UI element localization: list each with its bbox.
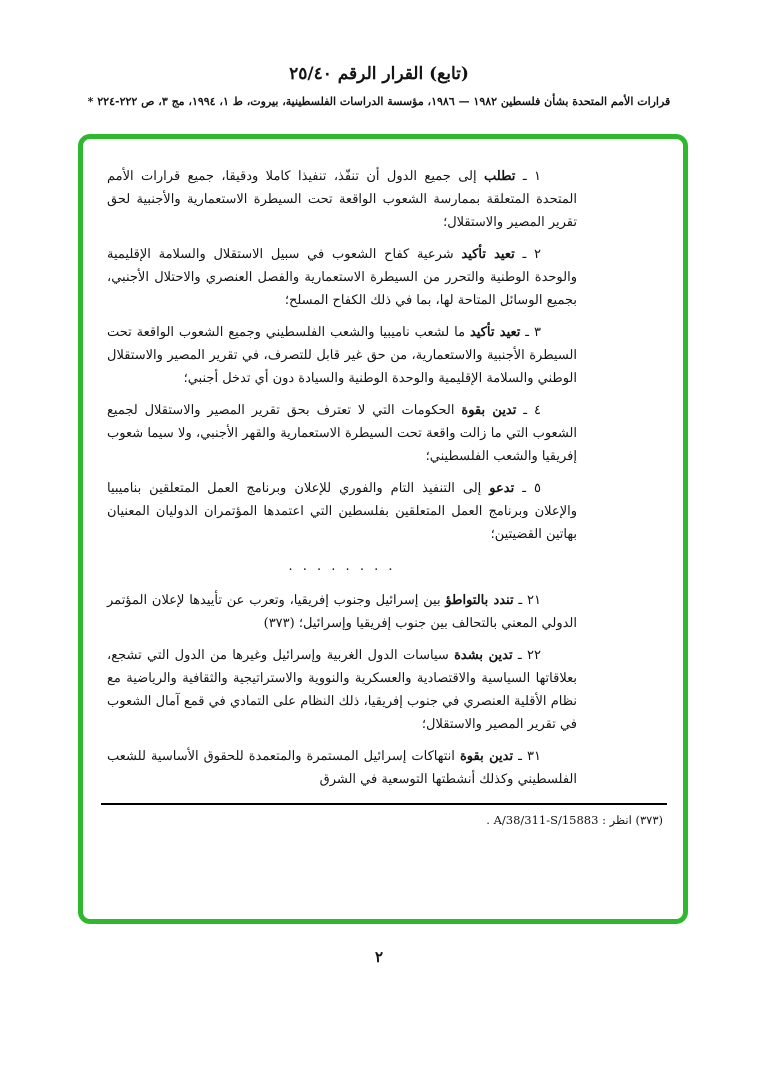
footnote: [99, 805, 669, 830]
paragraph-number: ٤ ـ: [523, 403, 541, 418]
resolution-paragraph: [107, 243, 577, 312]
page-number: ٢: [374, 948, 384, 966]
paragraph-number: ٢٢ ـ: [517, 648, 541, 663]
highlight-box: [78, 134, 688, 924]
paragraph-text: إلى التنفيذ التام والفوري للإعلان وبرنامج العمل المتعلقين بناميبيا والإعلان وبرنامج العمل المتعلقين بفلسطين التي اعتمدها المؤتمران الدوليان المعنيان بهاتين القضيتين؛: [107, 481, 577, 542]
paragraph-lead: تدعو: [489, 481, 515, 496]
resolution-paragraph: [107, 399, 577, 468]
resolution-paragraph: [107, 477, 577, 546]
footnote-reference: A/38/311-S/15883: [493, 813, 599, 827]
footnote-period: .: [486, 813, 490, 827]
paragraph-lead: تدين بشدة: [454, 648, 513, 663]
resolution-body: [83, 139, 683, 842]
paragraph-number: ٢ ـ: [522, 247, 542, 262]
paragraph-lead: تندد بالتواطؤ: [445, 593, 514, 608]
ellipsis-separator: . . . . . . . .: [288, 559, 396, 574]
document-header: [0, 0, 758, 108]
paragraph-lead: تدين بقوة: [459, 749, 514, 764]
paragraph-text: شرعية كفاح الشعوب في سبيل الاستقلال والسلامة الإقليمية والوحدة الوطنية والتحرر من السيطرة الاستعمارية والفصل العنصري والاحتلال الأجنبي، بجميع الوسائل المتاحة لها، بما في ذلك الكفاح المسلح؛: [107, 247, 577, 308]
footnote-area: [99, 803, 669, 830]
paragraph-number: ٣ ـ: [525, 325, 541, 340]
paragraph-text: انتهاكات إسرائيل المستمرة والمتعمدة للحقوق الأساسية للشعب الفلسطيني وكذلك أنشطتها التوسعية في الشرق: [107, 749, 577, 787]
resolution-title: (تابع) القرار الرقم ٢٥/٤٠: [289, 64, 469, 84]
resolution-paragraph: [107, 165, 577, 234]
paragraph-lead: تعيد تأكيد: [461, 247, 515, 262]
source-citation: قرارات الأمم المتحدة بشأن فلسطين ١٩٨٢ — ١٩٨٦، مؤسسة الدراسات الفلسطينية، بيروت، ط ١، ١٩٩٤، مج ٣، ص ٢٢٢-٢٢٤ *: [87, 95, 671, 108]
resolution-paragraphs-part2: [99, 589, 669, 791]
paragraph-text: الحكومات التي لا تعترف بحق تقرير المصير والاستقلال لجميع الشعوب التي ما زالت واقعة تحت السيطرة الاستعمارية والقهر الأجنبي، ولا سيما شعوب إفريقيا والشعب الفلسطيني؛: [107, 403, 577, 464]
paragraph-number: ٢١ ـ: [518, 593, 541, 608]
footnote-marker: (٣٧٣): [635, 813, 663, 827]
paragraph-number: ٣١ ـ: [518, 749, 541, 764]
paragraph-text: ما لشعب ناميبيا والشعب الفلسطيني وجميع الشعوب الواقعة تحت السيطرة الأجنبية والاستعمارية، من حق غير قابل للتصرف، في تقرير المصير والاستقلال الوطني والسلامة الإقليمية والوحدة الوطنية والسيادة دون أي تدخل أجنبي؛: [107, 325, 577, 386]
resolution-paragraph: [107, 321, 577, 390]
paragraph-text: إلى جميع الدول أن تنفّذ، تنفيذا كاملا ودقيقا، جميع قرارات الأمم المتحدة المتعلقة بممارسة الشعوب الواقعة تحت السيطرة الاستعمارية والأجنبية لحق تقرير المصير والاستقلال؛: [107, 169, 577, 230]
resolution-paragraph: [107, 589, 577, 635]
paragraph-lead: تدين بقوة: [461, 403, 517, 418]
resolution-paragraph: [107, 745, 577, 791]
paragraph-lead: تطلب: [484, 169, 516, 184]
paragraph-number: ١ ـ: [522, 169, 542, 184]
paragraph-text: سياسات الدول الغربية وإسرائيل وغيرها من الدول التي تشجع، بعلاقاتها السياسية والاقتصادية والعسكرية والنووية والاستراتيجية والثقافية والرياضية مع نظام الأقلية العنصري في جنوب إفريقيا، ذلك النظام على التمادي في قمع آمال الشعوب في تقرير المصير والاستقلال؛: [107, 648, 577, 732]
paragraph-lead: تعيد تأكيد: [469, 325, 521, 340]
resolution-paragraphs-part1: [99, 165, 669, 546]
footnote-label: انظر :: [602, 813, 632, 827]
resolution-paragraph: [107, 644, 577, 736]
paragraph-text: بين إسرائيل وجنوب إفريقيا، وتعرب عن تأييدها لإعلان المؤتمر الدولي المعني بالتحالف بين جنوب إفريقيا وإسرائيل؛ (٣٧٣): [107, 593, 577, 631]
paragraph-number: ٥ ـ: [522, 481, 541, 496]
